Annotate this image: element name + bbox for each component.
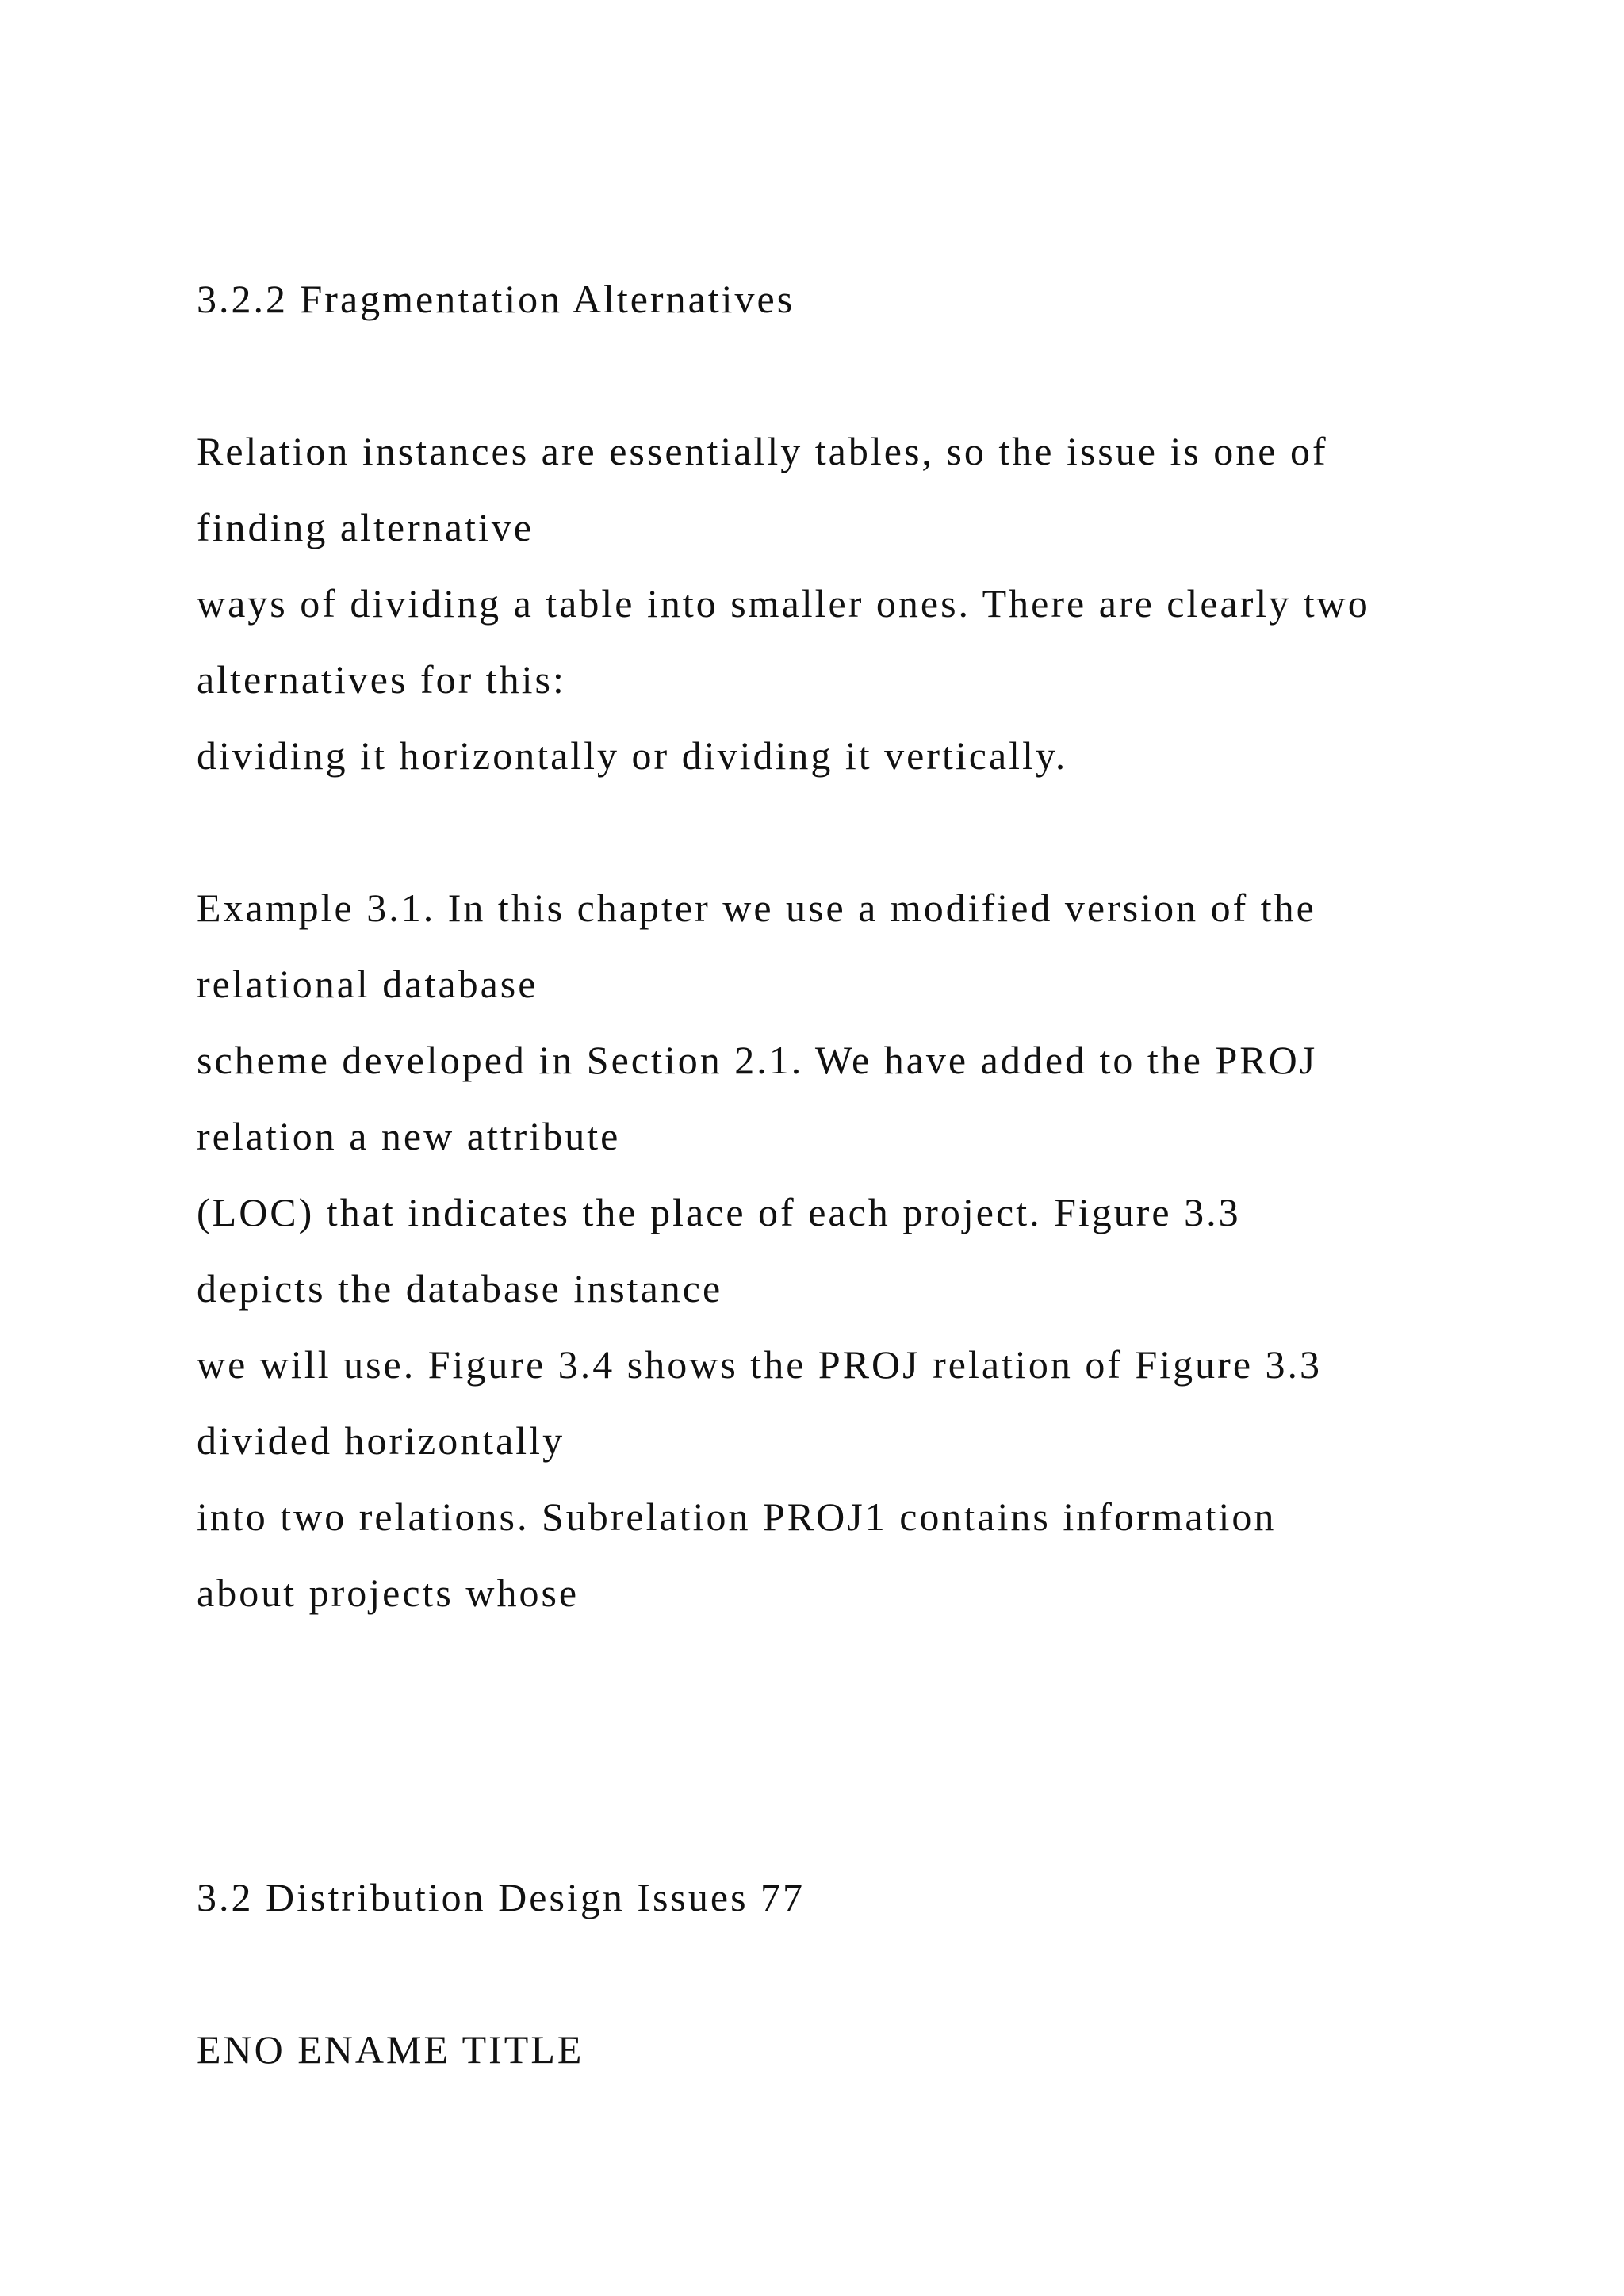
paragraph-line: scheme developed in Section 2.1. We have added to the PROJ: [197, 1038, 1318, 1082]
running-header: 3.2 Distribution Design Issues 77: [197, 1875, 806, 1919]
paragraph-line: (LOC) that indicates the place of each project. Figure 3.3: [197, 1190, 1241, 1234]
paragraph-line: finding alternative: [197, 505, 534, 549]
section-heading: 3.2.2 Fragmentation Alternatives: [197, 277, 795, 321]
paragraph-line: dividing it horizontally or dividing it vertically.: [197, 733, 1068, 778]
paragraph-line: into two relations. Subrelation PROJ1 contains information: [197, 1494, 1277, 1539]
paragraph-line: divided horizontally: [197, 1418, 565, 1463]
paragraph-line: Example 3.1. In this chapter we use a modified version of the: [197, 886, 1316, 930]
paragraph-line: relational database: [197, 962, 538, 1006]
paragraph-line: depicts the database instance: [197, 1266, 723, 1311]
paragraph-line: relation a new attribute: [197, 1114, 621, 1158]
paragraph-line: we will use. Figure 3.4 shows the PROJ relation of Figure 3.3: [197, 1342, 1323, 1387]
paragraph-line: about projects whose: [197, 1571, 580, 1615]
paragraph-line: ways of dividing a table into smaller ones. There are clearly two: [197, 581, 1370, 626]
paragraph-line: Relation instances are essentially tables, so the issue is one of: [197, 429, 1328, 473]
paragraph-line: alternatives for this:: [197, 657, 566, 702]
table-header-row: ENO ENAME TITLE: [197, 2027, 584, 2072]
